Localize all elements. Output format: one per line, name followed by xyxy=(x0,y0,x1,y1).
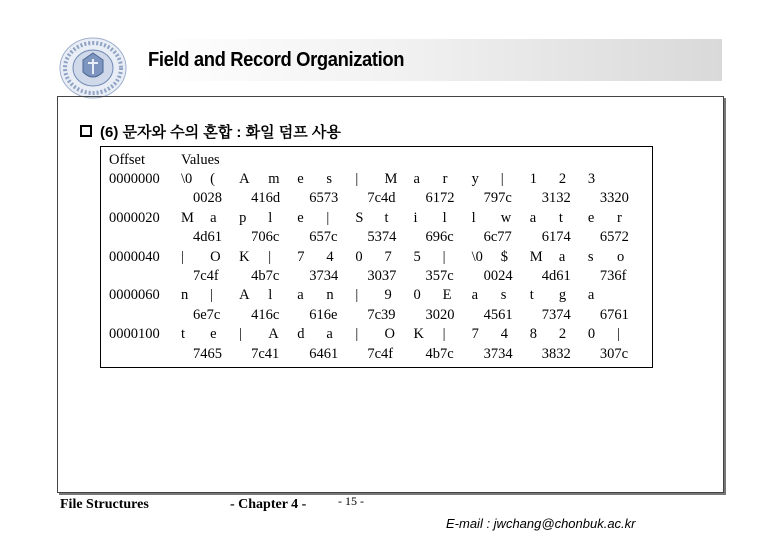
dump-hex-word: 4b7c xyxy=(251,268,280,284)
dump-char: | xyxy=(239,326,243,343)
dump-offset: 0000000 xyxy=(109,171,160,187)
dump-char: M xyxy=(529,248,543,265)
file-dump-box xyxy=(100,146,653,368)
dump-hex-word: 0028 xyxy=(193,190,222,207)
dump-hex-word: 416d xyxy=(251,190,281,207)
dump-hex-row xyxy=(101,189,652,208)
dump-hex-word: 4d61 xyxy=(193,229,222,246)
dump-char: n xyxy=(326,287,334,304)
dump-char: a xyxy=(529,209,537,226)
dump-char: r xyxy=(442,171,448,187)
dump-char: r xyxy=(616,209,622,226)
dump-char: \0 xyxy=(181,171,193,187)
dump-hex-word: 3734 xyxy=(309,268,339,284)
dump-hex-word: 6172 xyxy=(425,190,455,207)
dump-char: a xyxy=(413,171,420,187)
dump-header-row xyxy=(101,151,652,170)
dump-char: y xyxy=(471,171,479,187)
dump-char: | xyxy=(616,326,620,343)
dump-char: o xyxy=(616,248,625,265)
dump-char: l xyxy=(471,209,476,226)
dump-hex-word: 5374 xyxy=(367,229,397,246)
dump-hex-word: 6572 xyxy=(599,229,629,246)
dump-char: $ xyxy=(500,248,508,265)
dump-char: 7 xyxy=(297,248,305,265)
dump-char: M xyxy=(181,209,194,226)
dump-hex-word: 3734 xyxy=(483,345,513,362)
dump-hex-word: 3320 xyxy=(599,190,629,207)
dump-char: O xyxy=(384,326,395,343)
dump-char: 4 xyxy=(326,248,334,265)
dump-char: 9 xyxy=(384,287,392,304)
dump-char: 7 xyxy=(384,248,392,265)
dump-hex-word: 0024 xyxy=(483,268,513,284)
dump-char: | xyxy=(355,171,359,187)
dump-char: s xyxy=(326,171,332,187)
dump-hex-word: 3832 xyxy=(541,345,571,362)
dump-offset: 0000040 xyxy=(109,248,160,265)
dump-hex-word: 6761 xyxy=(599,306,629,323)
dump-hex-word: 736f xyxy=(599,268,627,284)
dump-char-row xyxy=(101,170,652,189)
dump-hex-word: 4b7c xyxy=(425,345,454,362)
dump-hex-word: 357c xyxy=(425,268,454,284)
dump-hex-word: 706c xyxy=(251,229,280,246)
dump-char: | xyxy=(268,248,272,265)
dump-char: g xyxy=(558,287,567,304)
dump-char: t xyxy=(529,287,534,304)
dump-hex-word: 6174 xyxy=(541,229,571,246)
dump-char: 1 xyxy=(529,171,537,187)
dump-char: 7 xyxy=(471,326,479,343)
dump-char: s xyxy=(587,248,594,265)
dump-hex-word: 7c4f xyxy=(193,268,219,284)
dump-char: 8 xyxy=(529,326,537,343)
dump-hex-word: 3037 xyxy=(367,268,397,284)
dump-char: ( xyxy=(210,171,215,187)
dump-char: a xyxy=(558,248,566,265)
dump-hex-row xyxy=(101,228,652,247)
dump-char: l xyxy=(268,209,273,226)
dump-char: s xyxy=(500,287,507,304)
dump-char: p xyxy=(239,209,247,226)
dump-hex-word: 6461 xyxy=(309,345,339,362)
dump-hex-word: 696c xyxy=(425,229,454,246)
dump-char: e xyxy=(297,171,304,187)
footer-email: E-mail : jwchang@chonbuk.ac.kr xyxy=(446,516,636,531)
dump-hex-word: 6573 xyxy=(309,190,339,207)
dump-hex-word: 7374 xyxy=(541,306,571,323)
dump-hex-word: 416c xyxy=(251,306,280,323)
file-dump xyxy=(101,147,652,367)
dump-hex-word: 4561 xyxy=(483,306,513,323)
dump-char: 2 xyxy=(558,171,567,187)
dump-hex-word: 616e xyxy=(309,306,338,323)
dump-char: | xyxy=(355,287,359,304)
dump-char: d xyxy=(297,326,305,343)
dump-char: a xyxy=(210,209,217,226)
dump-char: M xyxy=(384,171,398,187)
dump-hex-word: 4d61 xyxy=(541,268,571,284)
dump-char: | xyxy=(326,209,330,226)
dump-char: 2 xyxy=(558,326,567,343)
dump-char: t xyxy=(558,209,563,226)
dump-char: a xyxy=(587,287,595,304)
values-header: Values xyxy=(181,152,220,168)
dump-char-row xyxy=(101,209,652,228)
dump-char: A xyxy=(268,326,279,343)
title-bar xyxy=(142,39,722,81)
dump-char: \0 xyxy=(471,248,483,265)
dump-char-row xyxy=(101,325,652,344)
dump-hex-word: 3132 xyxy=(541,190,571,207)
footer-chapter: - Chapter 4 - xyxy=(230,497,307,512)
dump-char-row xyxy=(101,286,652,305)
dump-char: t xyxy=(384,209,389,226)
checkbox-bullet-icon xyxy=(80,125,92,137)
dump-hex-row xyxy=(101,267,652,286)
dump-hex-word: 7c4f xyxy=(367,345,394,362)
dump-offset: 0000100 xyxy=(109,326,160,343)
section-heading: (6) 문자와 수의 혼합 : 화일 덤프 사용 xyxy=(100,123,341,141)
dump-char-row xyxy=(101,248,652,267)
dump-offset: 0000020 xyxy=(109,209,160,226)
dump-char: a xyxy=(297,287,304,304)
dump-char: K xyxy=(413,326,424,343)
footer-course: File Structures xyxy=(60,497,149,512)
offset-header: Offset xyxy=(109,152,145,168)
dump-char: S xyxy=(355,209,364,226)
dump-hex-word: 797c xyxy=(483,190,512,207)
dump-char: w xyxy=(500,209,512,226)
dump-char: a xyxy=(471,287,479,304)
dump-char: 5 xyxy=(413,248,421,265)
dump-char: | xyxy=(442,326,446,343)
section-heading-row xyxy=(80,120,341,142)
dump-char: e xyxy=(297,209,304,226)
dump-hex-word: 7c39 xyxy=(367,306,396,323)
dump-char: n xyxy=(181,287,189,304)
dump-hex-word: 307c xyxy=(599,345,629,362)
dump-char: e xyxy=(587,209,595,226)
dump-hex-word: 657c xyxy=(309,229,338,246)
dump-char: K xyxy=(239,248,250,265)
dump-offset: 0000060 xyxy=(109,287,160,304)
dump-char: 4 xyxy=(500,326,508,343)
dump-char: m xyxy=(268,171,280,187)
dump-char: A xyxy=(239,287,250,304)
dump-char: | xyxy=(210,287,213,304)
dump-char: i xyxy=(413,209,418,226)
dump-char: | xyxy=(355,326,359,343)
university-seal-logo xyxy=(58,36,128,100)
dump-hex-row xyxy=(101,345,652,364)
dump-hex-word: 6c77 xyxy=(483,229,512,246)
dump-char: 0 xyxy=(413,287,421,304)
dump-hex-word: 7c41 xyxy=(251,345,280,362)
dump-char: | xyxy=(500,171,504,187)
dump-char: A xyxy=(239,171,250,187)
dump-char: 0 xyxy=(587,326,596,343)
dump-hex-word: 6e7c xyxy=(193,306,221,323)
footer-page-number: - 15 - xyxy=(338,494,364,508)
dump-char: 0 xyxy=(355,248,363,265)
dump-char: | xyxy=(442,248,446,265)
dump-hex-row xyxy=(101,306,652,325)
dump-char: 3 xyxy=(587,171,596,187)
dump-hex-word: 3020 xyxy=(425,306,455,323)
dump-char: l xyxy=(268,287,273,304)
dump-hex-word: 7465 xyxy=(193,345,222,362)
dump-char: e xyxy=(210,326,217,343)
dump-char: | xyxy=(181,248,184,265)
page-title: Field and Record Organization xyxy=(148,49,405,71)
dump-char: E xyxy=(442,287,452,304)
dump-char: t xyxy=(181,326,186,343)
dump-char: a xyxy=(326,326,333,343)
dump-char: O xyxy=(210,248,221,265)
dump-char: l xyxy=(442,209,447,226)
dump-hex-word: 7c4d xyxy=(367,190,396,207)
